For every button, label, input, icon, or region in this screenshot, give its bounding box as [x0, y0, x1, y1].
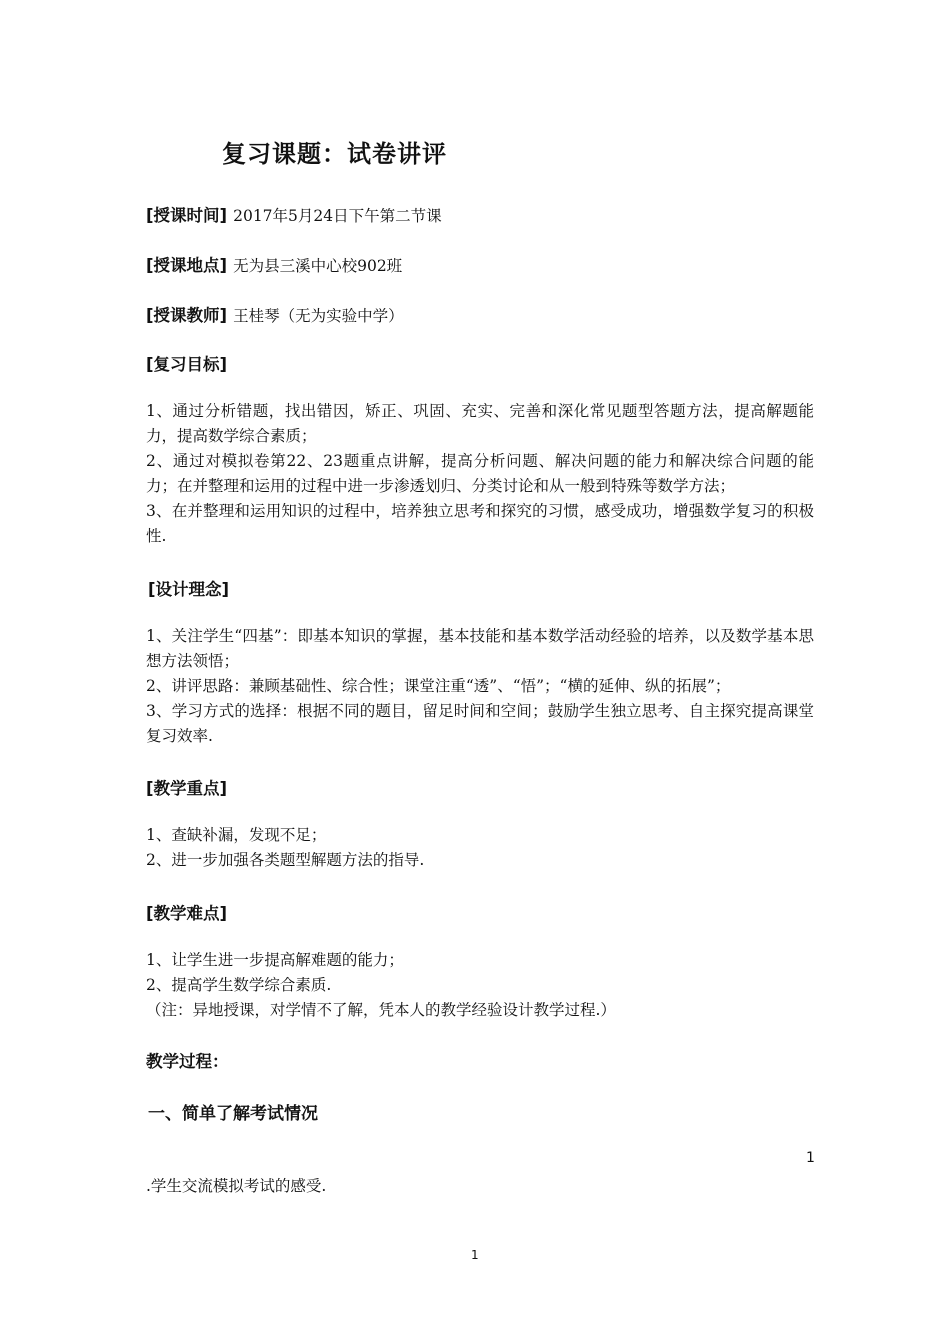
difficulty-item: 2、提高学生数学综合素质.	[146, 976, 332, 994]
place-value: 无为县三溪中心校902班	[233, 257, 403, 275]
info-time	[146, 202, 442, 226]
difficulties-heading: [教学难点]	[146, 904, 228, 923]
goals-list	[146, 399, 814, 549]
key-points-list	[146, 823, 814, 873]
page-number: 1	[471, 1248, 479, 1262]
teacher-label: [授课教师]	[146, 306, 228, 325]
time-label: [授课时间]	[146, 206, 228, 225]
difficulties-list	[146, 948, 814, 1023]
design-list	[146, 624, 814, 749]
info-place	[146, 252, 402, 276]
difficulty-note: （注：异地授课，对学情不了解，凭本人的教学经验设计教学过程.）	[146, 1001, 616, 1019]
process-item: .学生交流模拟考试的感受.	[146, 1177, 327, 1195]
difficulty-item: 1、让学生进一步提高解难题的能力；	[146, 951, 404, 969]
section-one-heading: 一、简单了解考试情况	[148, 1104, 318, 1124]
document-title: 复习课题：试卷讲评	[222, 140, 447, 168]
item-marker: 1	[806, 1150, 815, 1166]
teacher-value: 王桂琴（无为实验中学）	[233, 307, 404, 325]
time-value: 2017年5月24日下午第二节课	[233, 207, 442, 225]
goal-item: 3、在并整理和运用知识的过程中，培养独立思考和探究的习惯，感受成功，增强数学复习的积极性.	[146, 502, 814, 545]
key-point-item: 1、查缺补漏，发现不足；	[146, 826, 327, 844]
design-item: 1、关注学生“四基”：即基本知识的掌握，基本技能和基本数学活动经验的培养，以及数学基本思想方法领悟；	[146, 627, 814, 670]
goals-heading: [复习目标]	[146, 355, 228, 374]
goal-item: 1、通过分析错题，找出错因，矫正、巩固、充实、完善和深化常见题型答题方法，提高解题能力，提高数学综合素质；	[146, 402, 814, 445]
place-label: [授课地点]	[146, 256, 228, 275]
design-heading: [设计理念]	[148, 580, 230, 599]
process-heading: 教学过程：	[146, 1052, 229, 1071]
design-item: 2、讲评思路：兼顾基础性、综合性；课堂注重“透”、“悟”；“横的延伸、纵的拓展”；	[146, 677, 731, 695]
info-teacher	[146, 302, 404, 326]
key-points-heading: [教学重点]	[146, 779, 228, 798]
design-item: 3、学习方式的选择：根据不同的题目，留足时间和空间；鼓励学生独立思考、自主探究提高课堂复习效率.	[146, 702, 814, 745]
key-point-item: 2、进一步加强各类题型解题方法的指导.	[146, 851, 425, 869]
goal-item: 2、通过对模拟卷第22、23题重点讲解，提高分析问题、解决问题的能力和解决综合问题的能力；在并整理和运用的过程中进一步渗透划归、分类讨论和从一般到特殊等数学方法；	[146, 452, 814, 495]
